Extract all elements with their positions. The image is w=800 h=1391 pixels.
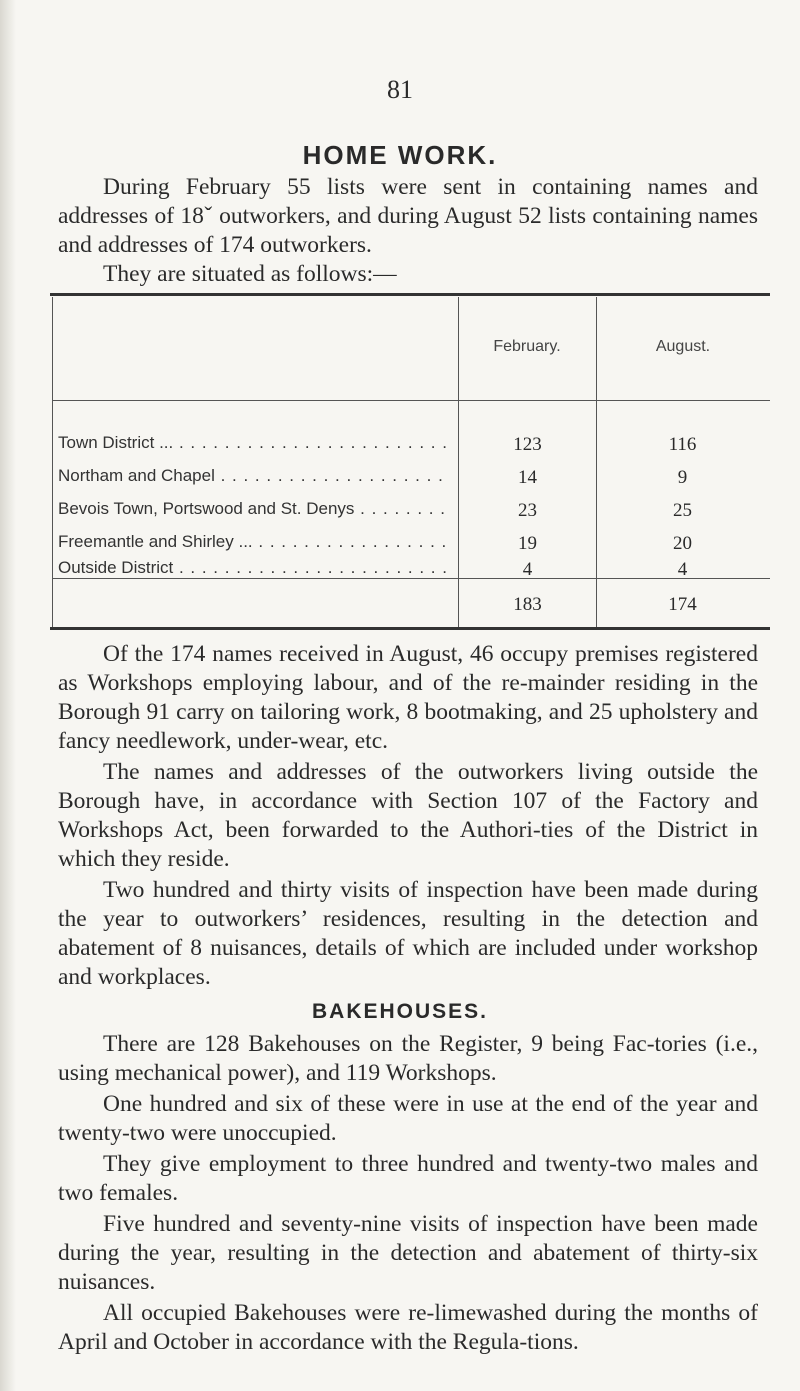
outside-borough-paragraph: The names and addresses of the outworkers living outside the Borough have, in accordance with Section 107 of the Factory and Workshops Act, been forwarded to the Authori-ties of the District in which they reside.: [58, 759, 758, 872]
table-total-february: 183: [513, 594, 542, 615]
table-cell-february: 23: [518, 500, 537, 521]
bakehouse-register-paragraph: There are 128 Bakehouses on the Register, 9 being Fac-tories (i.e., using mechanical power), and 119 Workshops.: [58, 1031, 758, 1086]
table-cell-august: 4: [677, 559, 688, 580]
table-cell-february: 4: [522, 559, 533, 580]
page-binding-shadow: [0, 0, 16, 1391]
inspection-visits-paragraph: Two hundred and thirty visits of inspection have been made during the year to outworkers’ residences, resulting in the detection and abatement of 8 nuisances, details of which are included under workshop and workplaces.: [58, 877, 758, 990]
page-number: 81: [387, 75, 413, 104]
table-cell-february: 123: [513, 434, 542, 455]
table-cell-august: 25: [673, 500, 692, 521]
home-work-intro-paragraph: During February 55 lists were sent in containing names and addresses of 18ˇ outworkers, and during August 52 lists containing names and addresses of 174 outworkers.: [58, 174, 758, 258]
table-cell-august: 20: [673, 533, 692, 554]
table-cell-february: 14: [518, 467, 537, 488]
table-cell-february: 19: [518, 533, 537, 554]
bakehouse-inspection-paragraph: Five hundred and seventy-nine visits of inspection have been made during the year, resulting in the detection and abatement of thirty-six nuisances.: [58, 1211, 758, 1295]
table-bottom-rule: [50, 627, 770, 630]
table-row-label: Freemantle and Shirley ... . . .: [58, 532, 448, 552]
column-header-february: February.: [493, 338, 561, 355]
bakehouse-use-paragraph: One hundred and six of these were in use at the end of the year and twenty-two were unoccupied.: [58, 1091, 758, 1146]
table-total-august: 174: [668, 594, 697, 615]
table-row-label: Northam and Chapel . . .: [58, 466, 448, 486]
bakehouse-employment-paragraph: They give employment to three hundred and twenty-two males and two females.: [58, 1151, 758, 1206]
table-cell-august: 116: [668, 434, 697, 455]
column-header-august: August.: [655, 338, 711, 355]
table-cell-august: 9: [677, 467, 688, 488]
bakehouse-limewash-paragraph: All occupied Bakehouses were re-limewashed during the months of April and October in accordance with the Regula-tions.: [58, 1300, 758, 1355]
home-work-heading: HOME WORK.: [302, 140, 498, 170]
table-header-rule: [52, 400, 770, 401]
table-intro-text: They are situated as follows:—: [103, 261, 397, 287]
table-row-label: Bevois Town, Portswood and St. Denys . . .: [58, 499, 448, 519]
bakehouses-heading: BAKEHOUSES.: [311, 1000, 489, 1023]
premises-paragraph: Of the 174 names received in August, 46 occupy premises registered as Workshops employing labour, and of the re-mainder residing in the Borough 91 carry on tailoring work, 8 bootmaking, and 25 upholstery and fancy needlework, under-wear, etc.: [58, 641, 758, 754]
table-top-rule: [50, 293, 770, 296]
table-row-label: Town District ... . . .: [58, 433, 448, 453]
table-row-label: Outside District . . .: [58, 558, 448, 578]
